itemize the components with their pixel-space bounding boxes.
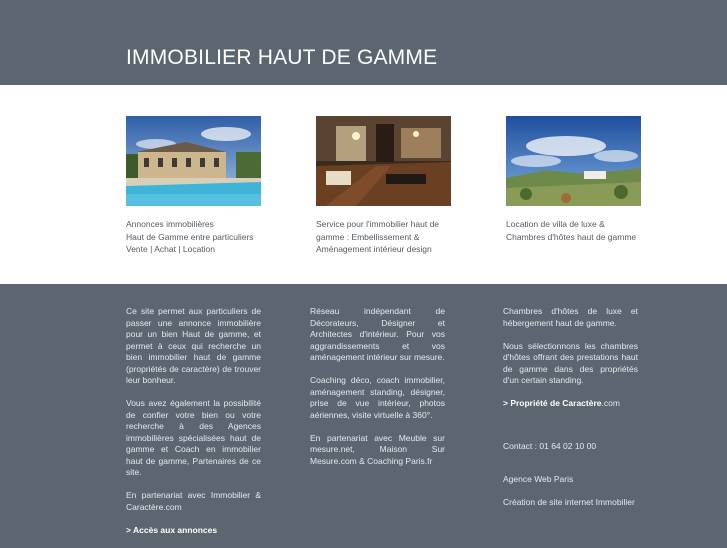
agency-name: Agence Web Paris: [503, 474, 574, 484]
footer-col-chambres: Chambres d'hôtes de luxe et hébergement haut de gamme. Nous sélectionnons les chambres d'hôtes offrant des prestations haut de gamme dans des propriétés d'un certain standing. > Propriété de Caractère.com Contact : 01 64 02 10 00 Agence Web Paris Création de site internet Immobilier: [503, 306, 638, 507]
feature-annonces[interactable]: [126, 116, 276, 256]
villa-landscape-photo[interactable]: [506, 116, 641, 206]
footer-col-annonces: Ce site permet aux particuliers de passer une annonce immobilière pour un bien Haut de gamme, et permet à ceux qui recherche un bien immobilier haut de gamme (propriétés de caractère) de trouver leur bonheur. Vous avez également la possibilité de confier votre bien ou votre recherche à des Agences immobilières spécialisées haut de gamme et Coach en immobilier haut de gamme, Partenaires de ce site. En partenariat avec Immobilier & Caractère.com > Accès aux annonces: [126, 306, 261, 535]
footer: [0, 284, 727, 545]
contact-phone: Contact : 01 64 02 10 00: [503, 440, 597, 451]
feature-caption: Annonces immobilières Haut de Gamme entre particuliers Vente | Achat | Location: [126, 219, 254, 254]
propriete-caractere-link[interactable]: > Propriété de Caractère.com: [503, 398, 620, 408]
agency-desc: Création de site internet Immobilier: [503, 497, 635, 507]
acces-annonces-link[interactable]: > Accès aux annonces: [126, 524, 218, 535]
feature-caption: Service pour l'immobilier haut de gamme : Embellissement & Aménagement intérieur design: [316, 219, 440, 254]
features-band: [0, 85, 727, 284]
feature-amenagement[interactable]: [316, 116, 466, 256]
header: [0, 0, 727, 85]
feature-location-villa[interactable]: [506, 116, 656, 243]
chateau-pool-photo[interactable]: [126, 116, 261, 206]
footer-col-decoration: Réseau indépendant de Décorateurs, Désigner et Architectes d'intérieur. Pour vos aggrandissements et vos aménagement intérieur sur mesure. Coaching déco, coach immobilier, aménagement standing, désigner, prise de vue intérieur, photos aériennes, visite virtuelle à 360°. En partenariat avec Meuble sur mesure.net, Maison Sur Mesure.com & Coaching Paris.fr: [310, 306, 445, 466]
feature-caption: Location de villa de luxe & Chambres d'hôtes haut de gamme: [506, 219, 637, 242]
site-title: IMMOBILIER HAUT DE GAMME: [126, 46, 438, 69]
interior-room-photo[interactable]: [316, 116, 451, 206]
